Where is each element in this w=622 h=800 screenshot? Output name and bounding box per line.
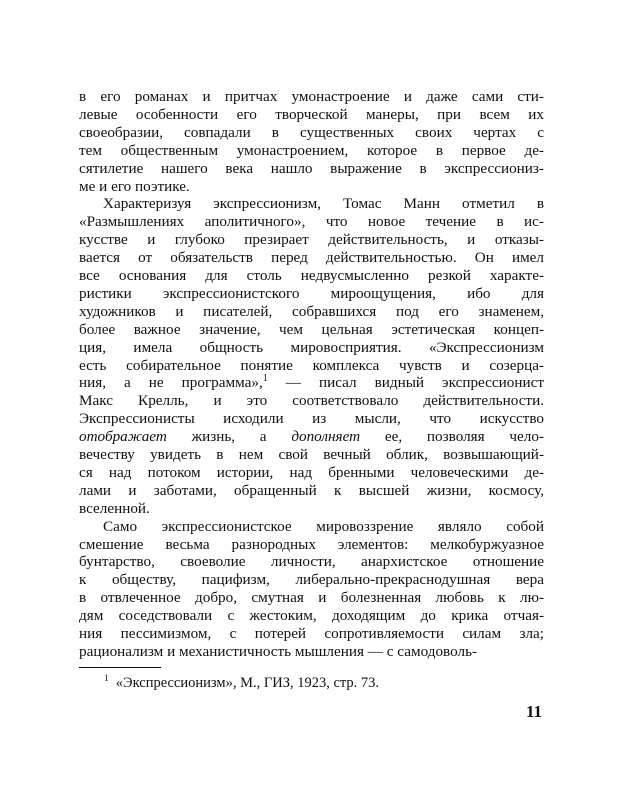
paragraph-start-line: Само экспрессионистское мировоззрение являло собой [103, 517, 544, 535]
text-line: дям соседствовали с жестоким, доходящим до крика отчая- [79, 607, 544, 625]
emphasis-text: дополняет [291, 428, 361, 446]
page-number: 11 [525, 701, 542, 721]
text-line: своеобразии, совпадали в существенных своих чертах с [79, 123, 544, 141]
text-line: ристики экспрессионистского мироощущения, ибо для [79, 284, 544, 302]
text-segment: ния, а не программа», [79, 374, 263, 392]
text-line: ция, имела общность мировосприятия. «Экспрессионизм [79, 338, 544, 356]
text-line: ме и его поэтике. [79, 177, 190, 195]
text-line: смешение весьма разнородных элементов: мелкобуржуазное [79, 535, 544, 553]
footnote-reference: 1 [262, 373, 268, 385]
text-line: художников и писателей, собравшихся под его знаменем, [79, 302, 544, 320]
text-line: в его романах и притчах умонастроение и даже сами сти- [79, 88, 544, 105]
text-line: есть собирательное понятие комплекса чувств и созерца- [79, 356, 544, 374]
text-segment: — писал видный экспрессионист [285, 374, 544, 392]
text-line: ся над потоком истории, над бренными человеческими де- [79, 463, 544, 481]
text-line: Экспрессионисты исходили из мысли, что искусство [79, 410, 544, 428]
text-line: к обществу, пацифизм, либерально-прекраснодушная вера [79, 571, 544, 589]
text-segment: жизнь, а [191, 428, 267, 446]
text-line: «Размышлениях аполитичного», что новое течение в ис- [79, 213, 544, 231]
text-line: вечеству увидеть в нем свой вечный облик, возвышающий- [79, 446, 544, 463]
text-line: вселенной. [79, 499, 150, 517]
footnote-mark: 1 [104, 673, 109, 684]
text-line: ния пессимизмом, с потерей сопротивляемости силам зла; [79, 625, 544, 642]
paragraph-start-line: Характеризуя экспрессионизм, Томас Манн отметил в [103, 195, 544, 213]
footnote-text: «Экспрессионизм», М., ГИЗ, 1923, стр. 73. [115, 674, 380, 691]
text-line: все основания для столь недвусмысленно резкой характе- [79, 267, 544, 284]
emphasis-text: отображает [79, 428, 167, 446]
footnote-separator [79, 667, 161, 668]
text-line: Макс Крелль, и это соответствовало действительности. [79, 392, 544, 410]
text-line-with-emphasis [79, 428, 544, 446]
text-line: тем общественным умонастроением, которое в первое де- [79, 141, 544, 159]
text-line: кусстве и глубоко презирает действительность, и отказы- [79, 231, 544, 249]
text-line: более важное значение, чем цельная эстетическая концеп- [79, 320, 544, 338]
text-segment: ее, позволяя чело- [384, 428, 545, 446]
text-line: в отвлеченное добро, смутная и болезненная любовь к лю- [79, 589, 544, 607]
text-line: бунтарство, своеволие личности, анархистское отношение [79, 553, 544, 571]
text-line: вается от обязательств перед действительностью. Он имел [79, 249, 544, 267]
text-line: рационализм и механистичность мышления — с самодоволь- [79, 642, 478, 660]
text-line: левые особенности его творческой манеры, при всем их [79, 105, 544, 123]
text-line: лами и заботами, обращенный к высшей жизни, космосу, [79, 481, 544, 499]
text-line-with-footnote-ref [79, 374, 544, 392]
footnote [104, 673, 379, 693]
text-line: сятилетие нашего века нашло выражение в экспрессиониз- [79, 159, 544, 177]
